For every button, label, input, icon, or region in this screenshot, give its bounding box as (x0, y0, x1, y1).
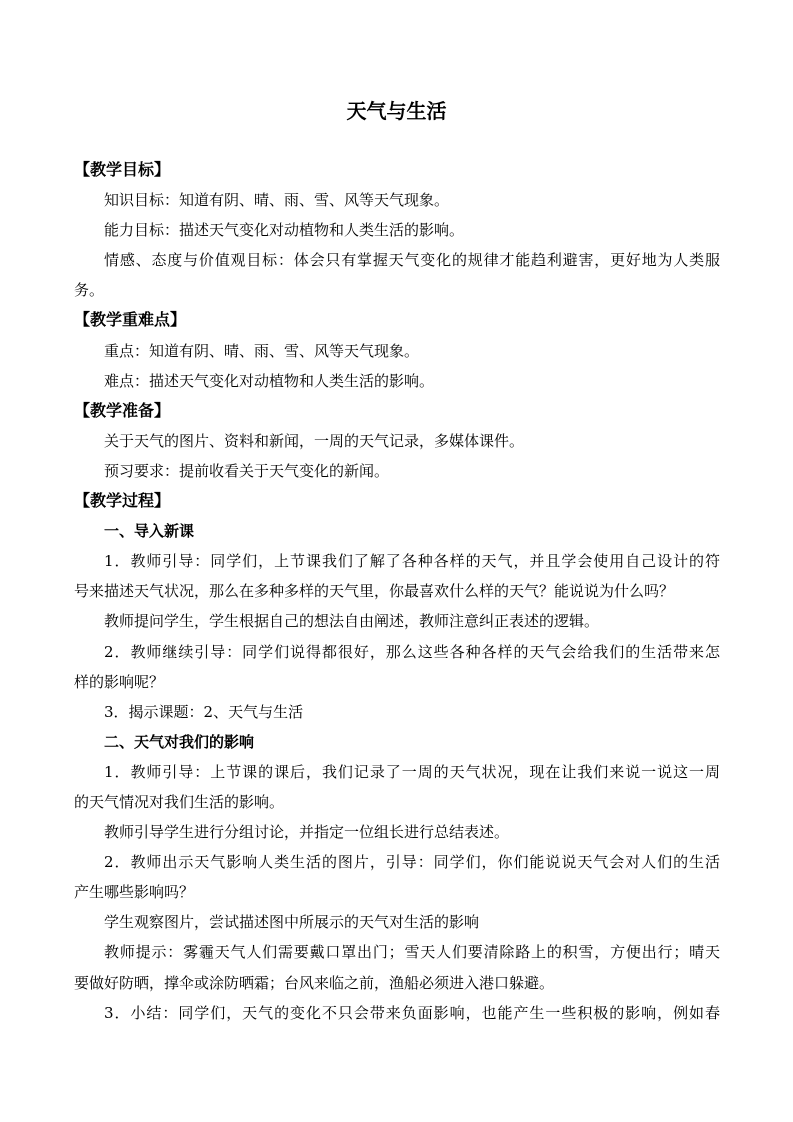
paragraph-line: 难点：描述天气变化对动植物和人类生活的影响。 (104, 371, 435, 390)
subsection-heading: 一、导入新课 (104, 522, 195, 541)
paragraph-line: 关于天气的图片、资料和新闻，一周的天气记录，多媒体课件。 (104, 431, 525, 450)
document-title: 天气与生活 (346, 99, 447, 123)
paragraph-line: 1．教师引导：上节课的课后，我们记录了一周的天气状况，现在让我们来说一说这一周 (104, 762, 720, 781)
paragraph-line: 2．教师出示天气影响人类生活的图片，引导：同学们，你们能说说天气会对人们的生活 (104, 853, 720, 872)
paragraph-line: 3．揭示课题：2、天气与生活 (104, 702, 304, 721)
section-heading: 【教学重难点】 (74, 310, 187, 330)
paragraph-line: 务。 (74, 281, 105, 300)
paragraph-line: 样的影响呢？ (74, 672, 165, 691)
paragraph-line: 重点：知道有阴、晴、雨、雪、风等天气现象。 (104, 341, 420, 360)
paragraph-line: 教师引导学生进行分组讨论，并指定一位组长进行总结表述。 (104, 823, 510, 842)
paragraph-line: 1．教师引导：同学们，上节课我们了解了各种各样的天气，并且学会使用自己设计的符 (104, 552, 720, 571)
paragraph-line: 教师提示：雾霾天气人们需要戴口罩出门；雪天人们要清除路上的积雪，方便出行；晴天 (104, 943, 720, 962)
subsection-heading: 二、天气对我们的影响 (104, 732, 255, 751)
section-heading: 【教学过程】 (74, 491, 171, 511)
paragraph-line: 号来描述天气状况，那么在多种多样的天气里，你最喜欢什么样的天气？能说说为什么吗？ (74, 582, 675, 601)
paragraph-line: 3．小结：同学们，天气的变化不只会带来负面影响，也能产生一些积极的影响，例如春 (104, 1003, 720, 1022)
paragraph-line: 预习要求：提前收看关于天气变化的新闻。 (104, 461, 390, 480)
document-body (74, 155, 720, 1028)
paragraph-line: 要做好防晒，撑伞或涂防晒霜；台风来临之前，渔船必须进入港口躲避。 (74, 973, 555, 992)
paragraph-line: 情感、态度与价值观目标：体会只有掌握天气变化的规律才能趋利避害，更好地为人类服 (104, 251, 720, 270)
paragraph-line: 2．教师继续引导：同学们说得都很好，那么这些各种各样的天气会给我们的生活带来怎 (104, 642, 720, 661)
paragraph-line: 产生哪些影响吗？ (74, 883, 195, 902)
paragraph-line: 能力目标：描述天气变化对动植物和人类生活的影响。 (104, 221, 465, 240)
paragraph-line: 知识目标：知道有阴、晴、雨、雪、风等天气现象。 (104, 191, 450, 210)
paragraph-line: 的天气情况对我们生活的影响。 (74, 792, 285, 811)
section-heading: 【教学准备】 (74, 400, 171, 420)
paragraph-line: 教师提问学生，学生根据自己的想法自由阐述，教师注意纠正表述的逻辑。 (104, 612, 600, 631)
section-heading: 【教学目标】 (74, 160, 171, 179)
paragraph-line: 学生观察图片，尝试描述图中所展示的天气对生活的影响 (104, 913, 480, 932)
